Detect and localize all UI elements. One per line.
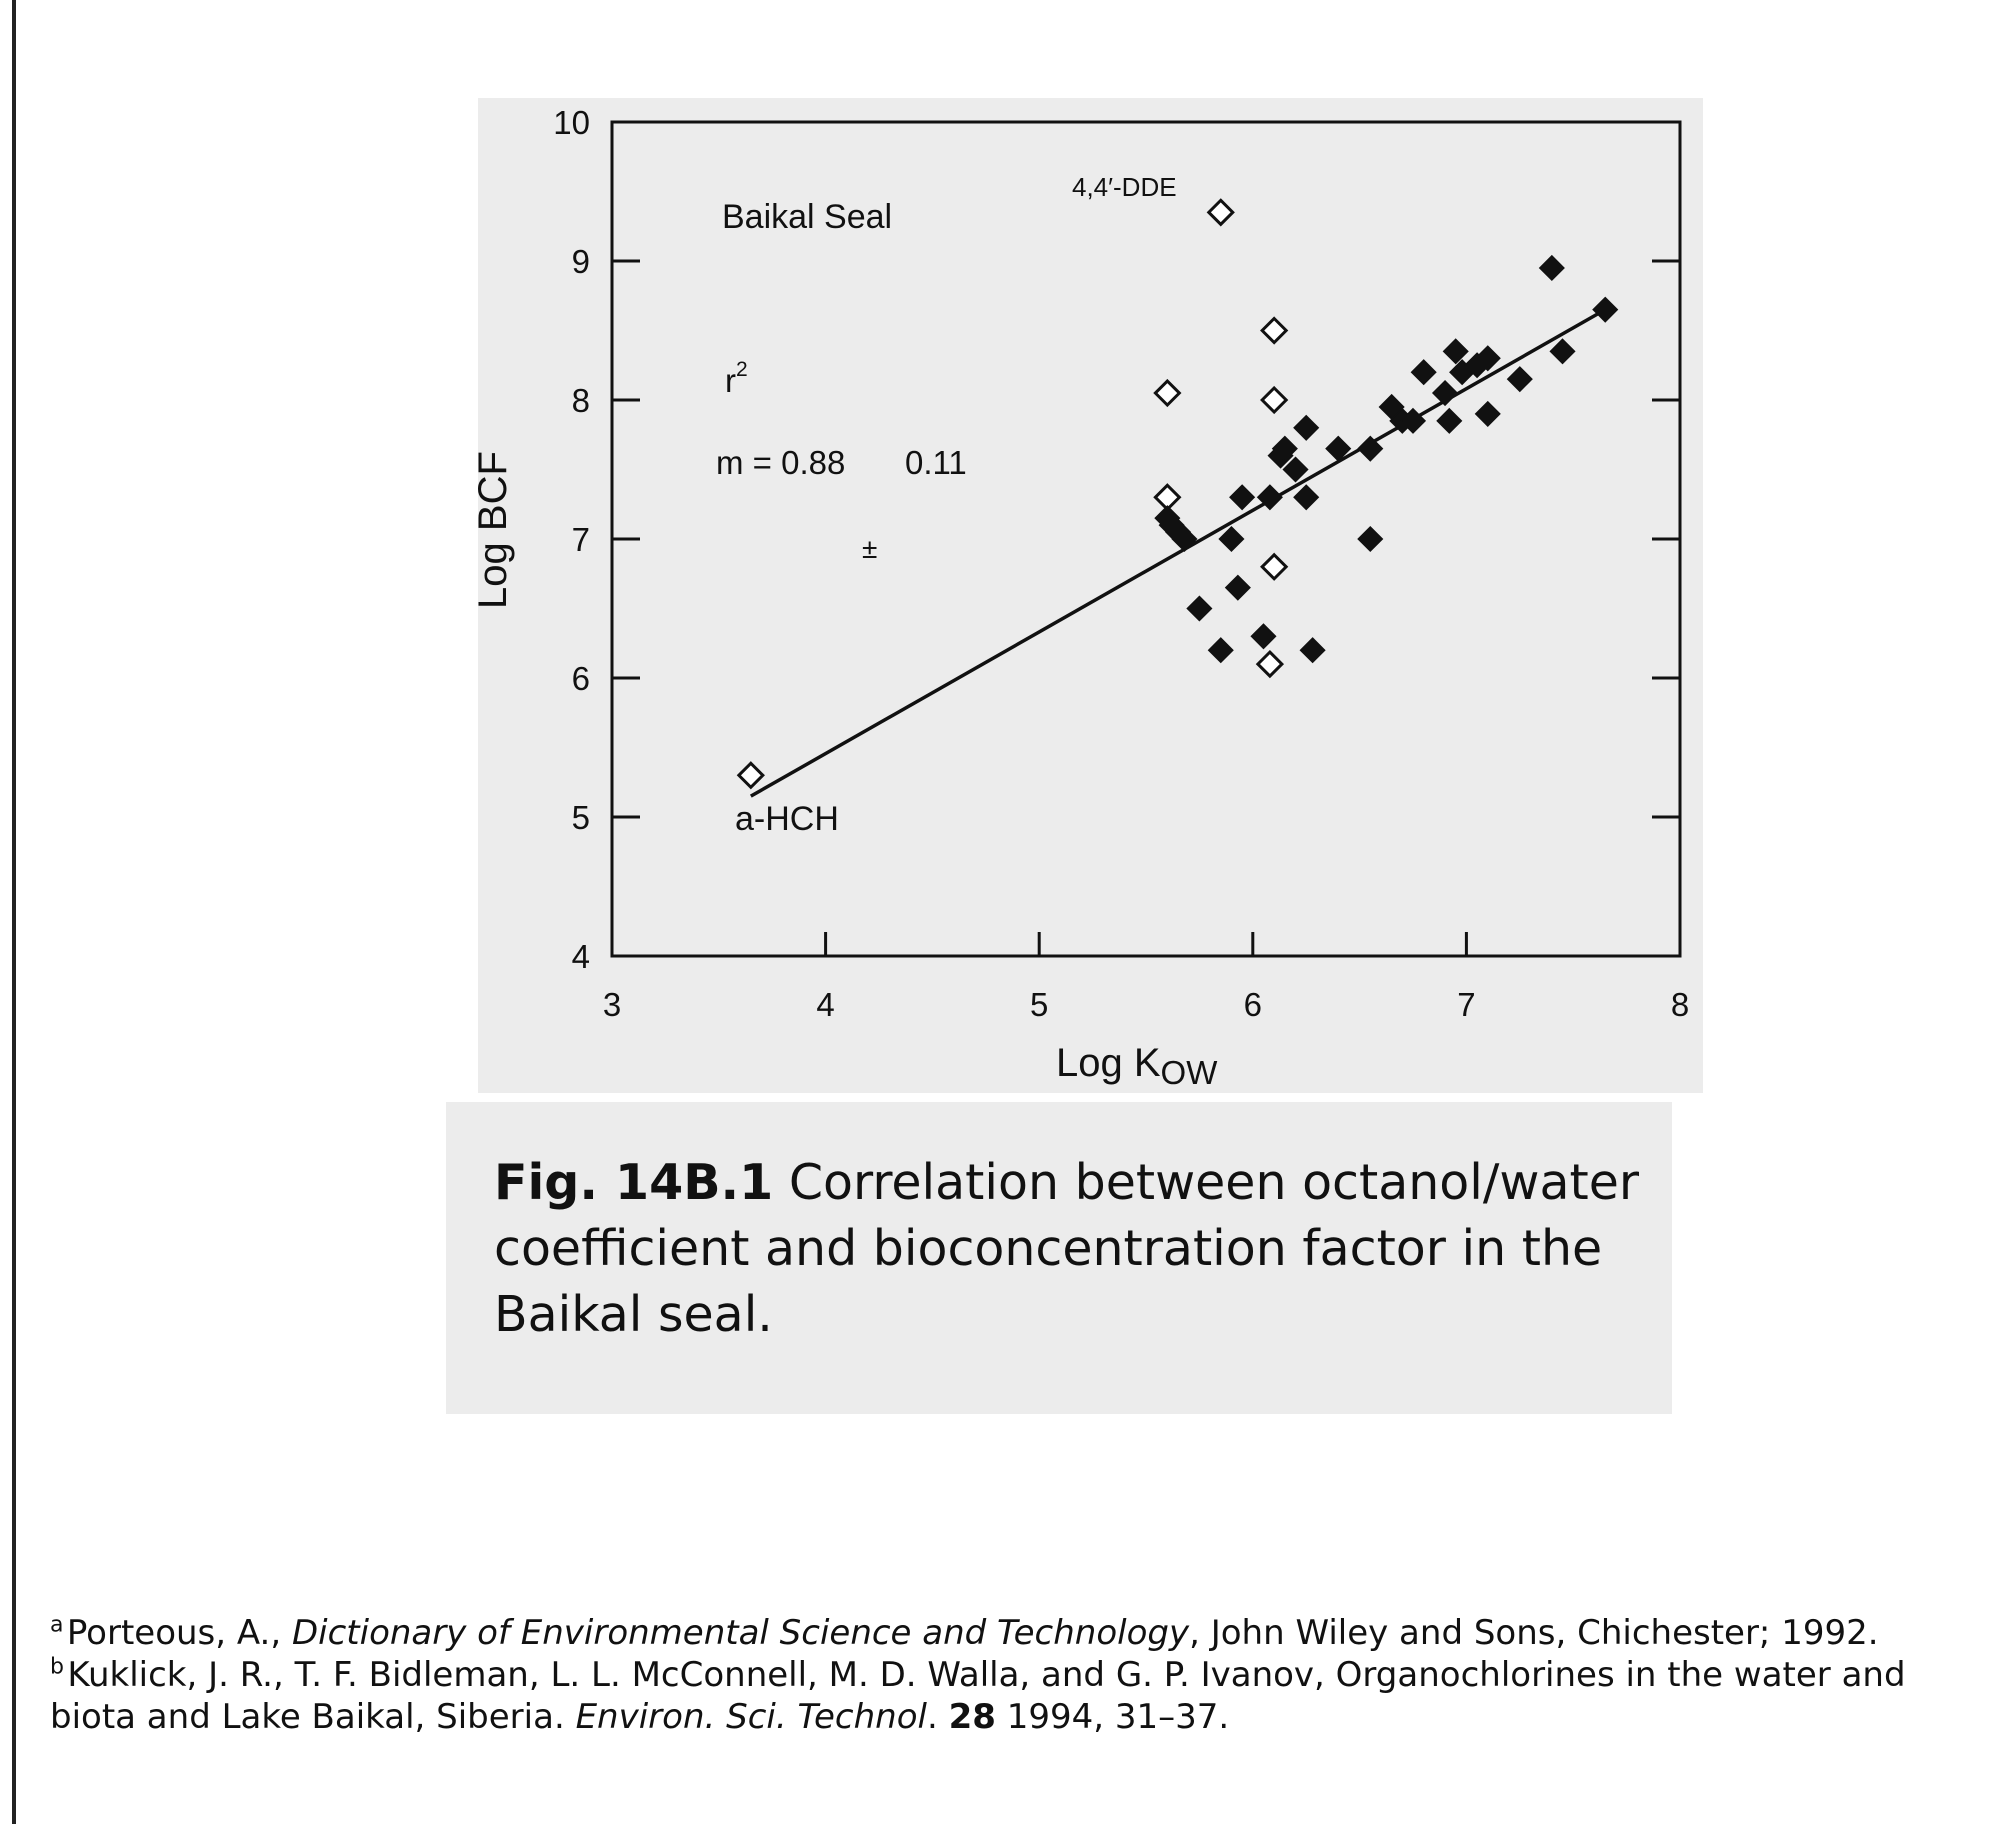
x-axis-label: Log $K_{OW}$ [1056,1041,1218,1091]
filled-diamond-point [1301,638,1325,662]
reference-b-sep: . [926,1697,949,1737]
caption-text: Correlation between octanol/water coefficient and bioconcentration factor in the Baikal seal. [494,1154,1639,1343]
filled-diamond-point [1187,597,1211,621]
y-tick-label: 9 [571,243,590,280]
filled-diamond-point [1294,485,1318,509]
reference-b-journal: Environ. Sci. Technol [575,1697,927,1737]
plus-minus-label: ± [862,533,878,564]
figure-caption [494,1150,1644,1348]
y-tick-label: 8 [571,382,590,419]
chart-ticks [553,104,1689,1023]
reference-a-title: Dictionary of Environmental Science and Technology [291,1613,1190,1653]
reference-a-mark: a [50,1612,64,1638]
y-tick-label: 6 [571,660,590,697]
filled-diamond-point [1251,624,1275,648]
reference-b-mark: b [50,1654,64,1680]
slope-label: m = 0.88 [716,444,846,481]
y-tick-label: 5 [571,799,590,836]
x-tick-label: 5 [1030,986,1049,1023]
filled-diamond-point [1551,339,1575,363]
x-tick-label: 4 [816,986,835,1023]
hch-label: a-HCH [735,800,839,838]
filled-diamond-point [1209,638,1233,662]
open-diamond-point [1262,555,1286,579]
y-tick-label: 10 [553,104,590,141]
y-tick-label: 4 [571,938,590,975]
open-diamond-point [1155,381,1179,405]
x-tick-label: 6 [1243,986,1262,1023]
filled-diamond-point [1226,576,1250,600]
open-diamond-point [1258,652,1282,676]
filled-diamond-point [1433,381,1457,405]
filled-diamond-point [1508,367,1532,391]
dde-label: 4,4′-DDE [1072,172,1177,202]
x-tick-label: 8 [1670,986,1690,1023]
regression-line-segment [751,310,1605,797]
caption-label: Fig. 14B.1 [494,1154,774,1211]
reference-b-volume: 28 [948,1697,996,1737]
reference-a-authors: Porteous, A., [66,1613,292,1653]
filled-diamond-point [1437,409,1461,433]
reference-a [50,1612,1990,1654]
slope-error-label: 0.11 [905,444,967,481]
open-diamond-point [739,763,763,787]
x-tick-label: 7 [1457,986,1476,1023]
reference-b [50,1654,1990,1738]
filled-diamond-point [1412,360,1436,384]
filled-diamond-point [1593,298,1617,322]
open-diamond-point [1262,388,1286,412]
regression-line [751,310,1605,797]
species-label: Baikal Seal [722,198,893,236]
reference-b-authors: Kuklick, J. R., T. F. Bidleman, L. L. McConnell, M. D. Walla, and G. P. Ivanov, Organochlorines in the water and biota and Lake Baikal, Siberia. [50,1655,1906,1737]
filled-diamond-point [1230,485,1254,509]
references [50,1612,1990,1738]
y-tick-label: 7 [571,521,590,558]
filled-diamond-point [1358,527,1382,551]
open-diamond-point [1262,319,1286,343]
data-points [739,200,1617,787]
reference-a-publisher: , John Wiley and Sons, Chichester; 1992. [1189,1613,1879,1653]
open-diamond-point [1209,200,1233,224]
filled-diamond-point [1444,339,1468,363]
r-squared-label: $r^2$ [725,358,748,399]
filled-diamond-point [1476,402,1500,426]
filled-diamond-point [1294,416,1318,440]
x-tick-label: 3 [602,986,622,1023]
filled-diamond-point [1540,256,1564,280]
filled-diamond-point [1219,527,1243,551]
y-axis-label: Log BCF [471,451,515,609]
reference-b-pages: 1994, 31–37. [995,1697,1230,1737]
